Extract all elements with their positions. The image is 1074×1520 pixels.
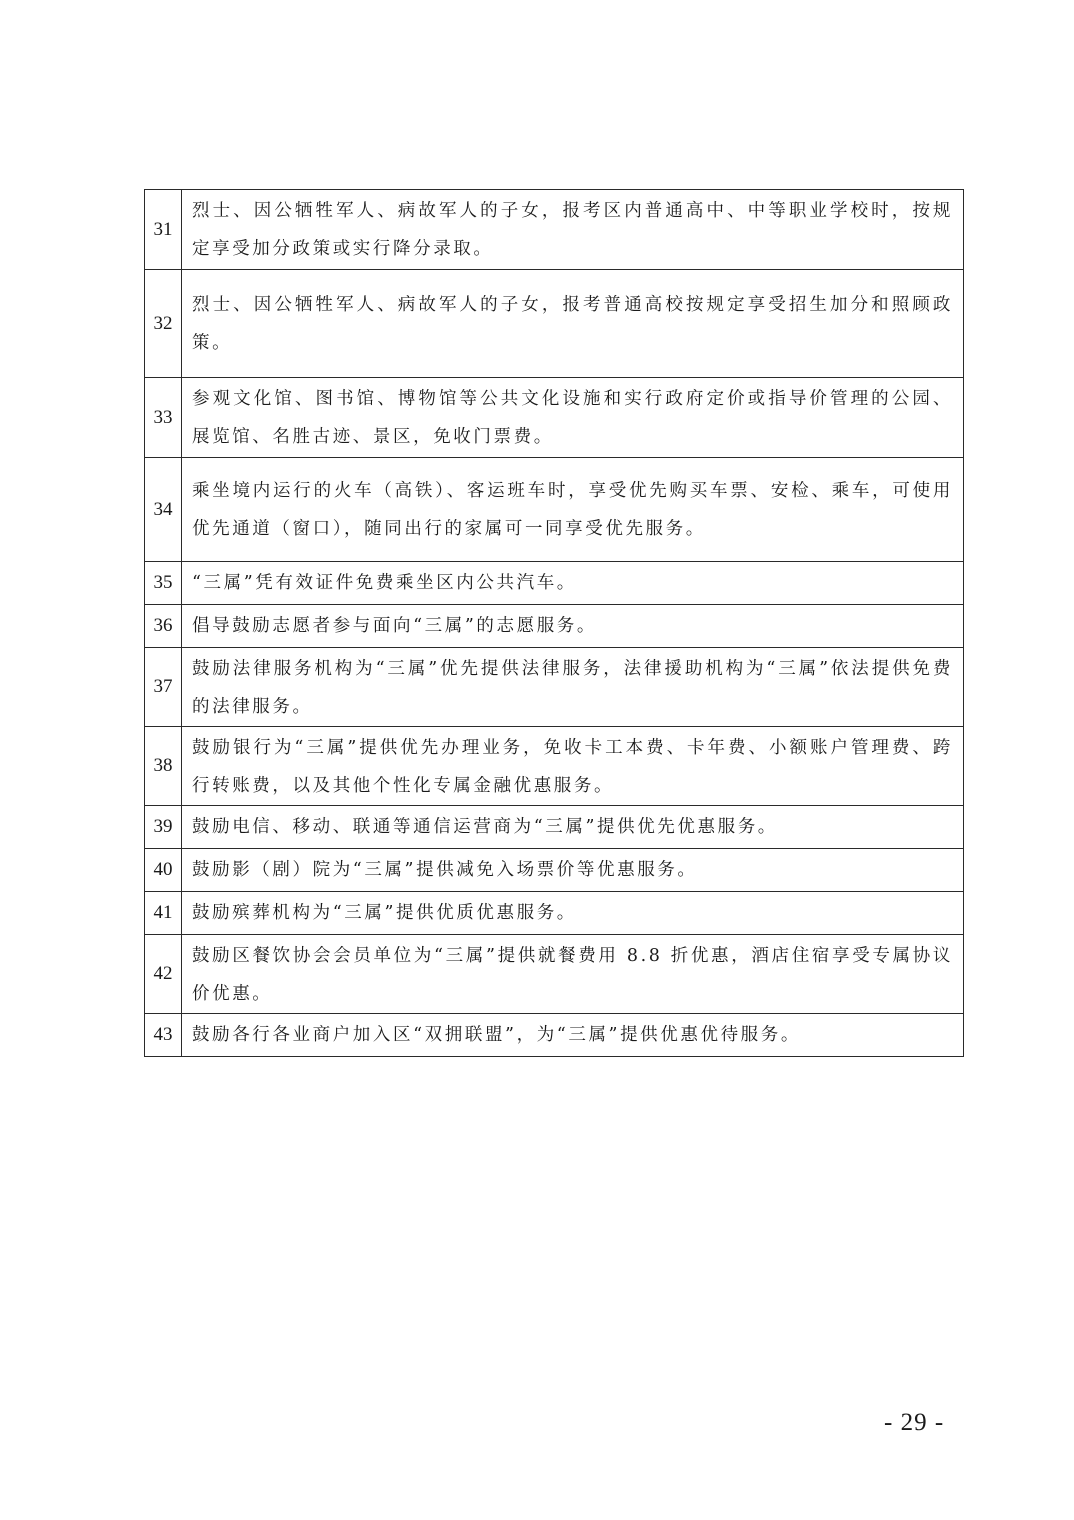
- table-row: [145, 1014, 964, 1057]
- table-row: [145, 378, 964, 458]
- table-row: [145, 458, 964, 562]
- row-number: 33: [145, 378, 182, 458]
- row-number: 34: [145, 458, 182, 562]
- table-row: [145, 849, 964, 892]
- row-text: 鼓励区餐饮协会会员单位为“三属”提供就餐费用 8.8 折优惠，酒店住宿享受专属协议价优惠。: [182, 935, 964, 1014]
- table-row: [145, 727, 964, 806]
- row-number: 38: [145, 727, 182, 806]
- row-number: 40: [145, 849, 182, 892]
- row-text: 鼓励各行各业商户加入区“双拥联盟”，为“三属”提供优惠优待服务。: [182, 1014, 964, 1057]
- policy-table: [144, 189, 964, 1057]
- table-row: [145, 562, 964, 605]
- row-text: 鼓励影（剧）院为“三属”提供减免入场票价等优惠服务。: [182, 849, 964, 892]
- row-number: 43: [145, 1014, 182, 1057]
- row-number: 35: [145, 562, 182, 605]
- table-row: [145, 648, 964, 727]
- table-row: [145, 935, 964, 1014]
- row-text: 烈士、因公牺牲军人、病故军人的子女，报考区内普通高中、中等职业学校时，按规定享受加分政策或实行降分录取。: [182, 190, 964, 270]
- page-number: - 29 -: [884, 1409, 945, 1436]
- row-text: 倡导鼓励志愿者参与面向“三属”的志愿服务。: [182, 605, 964, 648]
- table-row: [145, 605, 964, 648]
- row-text: “三属”凭有效证件免费乘坐区内公共汽车。: [182, 562, 964, 605]
- row-text: 参观文化馆、图书馆、博物馆等公共文化设施和实行政府定价或指导价管理的公园、展览馆、名胜古迹、景区，免收门票费。: [182, 378, 964, 458]
- row-number: 39: [145, 806, 182, 849]
- row-text: 烈士、因公牺牲军人、病故军人的子女，报考普通高校按规定享受招生加分和照顾政策。: [182, 270, 964, 378]
- row-text: 鼓励殡葬机构为“三属”提供优质优惠服务。: [182, 892, 964, 935]
- row-number: 31: [145, 190, 182, 270]
- row-text: 乘坐境内运行的火车（高铁）、客运班车时，享受优先购买车票、安检、乘车，可使用优先通道（窗口），随同出行的家属可一同享受优先服务。: [182, 458, 964, 562]
- row-number: 37: [145, 648, 182, 727]
- row-number: 36: [145, 605, 182, 648]
- row-number: 42: [145, 935, 182, 1014]
- row-text: 鼓励法律服务机构为“三属”优先提供法律服务，法律援助机构为“三属”依法提供免费的法律服务。: [182, 648, 964, 727]
- table-row: [145, 806, 964, 849]
- table-row: [145, 892, 964, 935]
- row-number: 41: [145, 892, 182, 935]
- table-row: [145, 270, 964, 378]
- row-text: 鼓励电信、移动、联通等通信运营商为“三属”提供优先优惠服务。: [182, 806, 964, 849]
- table-row: [145, 190, 964, 270]
- row-number: 32: [145, 270, 182, 378]
- row-text: 鼓励银行为“三属”提供优先办理业务，免收卡工本费、卡年费、小额账户管理费、跨行转账费，以及其他个性化专属金融优惠服务。: [182, 727, 964, 806]
